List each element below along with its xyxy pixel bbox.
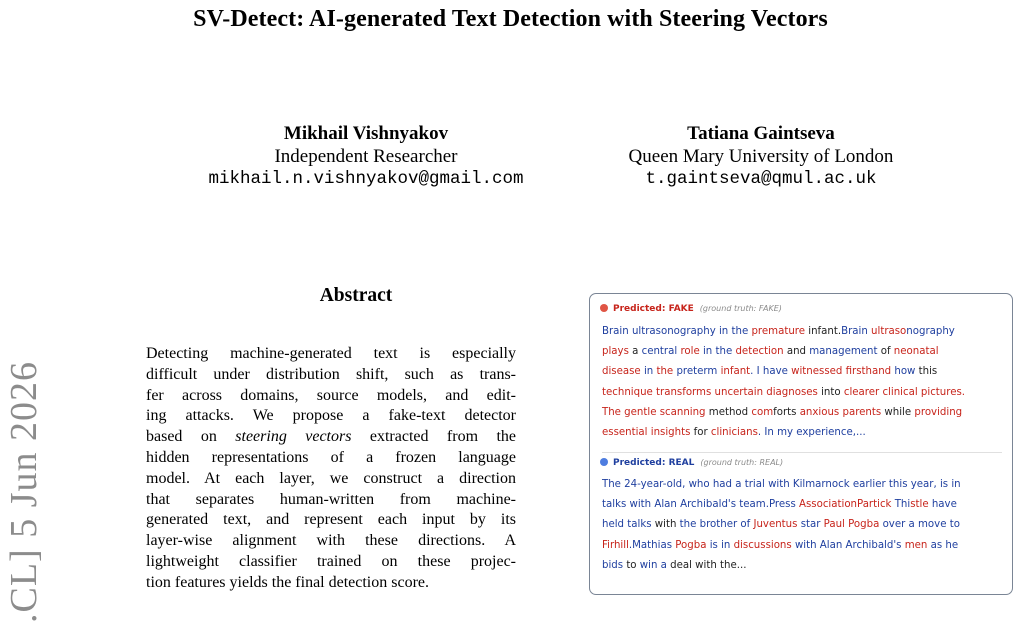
token-span: this (915, 366, 938, 378)
token-span: over a move to (879, 519, 960, 531)
token-span: of (877, 346, 894, 358)
token-span: men (904, 539, 928, 551)
token-span: and (783, 346, 810, 358)
token-span: witnessed firsthand (791, 366, 892, 378)
token-span: have (928, 499, 957, 511)
token-span: star (797, 519, 824, 531)
token-span: clinicians (710, 427, 758, 439)
author-name: Tatiana Gaintseva (687, 123, 835, 144)
prediction-label: Predicted: FAKE (613, 304, 694, 314)
token-span: a (632, 346, 642, 358)
sample-line (602, 556, 1004, 576)
sample-header-real (600, 458, 783, 468)
sample-text-fake (602, 322, 1004, 443)
fake-dot-icon (600, 304, 608, 312)
token-span: nography (906, 326, 955, 337)
token-span: talks with Alan Archibald's team.Press (602, 499, 799, 511)
arxiv-stamp: .CL] 5 Jun 2026 (3, 361, 45, 623)
token-span: as he (927, 539, 959, 551)
abstract-line: based on steering vectors extracted from the (146, 428, 516, 446)
token-span: The gentle scanning (602, 406, 706, 418)
token-span: is in (706, 539, 734, 551)
prediction-figure (589, 293, 1013, 595)
author-name: Mikhail Vishnyakov (283, 123, 449, 144)
sample-divider (602, 452, 1002, 453)
token-span: held talks (602, 519, 652, 531)
token-span: . I have (750, 366, 792, 378)
token-span: providing (914, 406, 963, 418)
abstract-heading: Abstract (319, 285, 393, 306)
token-span: while (881, 406, 915, 418)
token-span: with (651, 519, 680, 531)
token-span: the (656, 366, 674, 378)
token-span: ultraso (871, 326, 907, 337)
token-span: Pogba (675, 539, 707, 551)
abstract-body (146, 344, 516, 594)
token-span: central (641, 346, 681, 358)
token-span: essential insights (602, 427, 691, 439)
token-span: The 24-year-old, who had a trial with Kilmarnock earlier this year, is in (602, 479, 961, 490)
sample-line (602, 322, 1004, 342)
token-span: technique transforms uncertain diagnoses (602, 386, 818, 398)
token-span: preterm (673, 366, 721, 378)
token-span: deal with the... (670, 559, 747, 571)
abstract-line: that separates human-written from machine- (146, 490, 516, 508)
sample-line (602, 362, 1004, 382)
token-span: discussions (733, 539, 792, 551)
sample-line (602, 383, 1004, 403)
sample-line (602, 515, 1004, 535)
token-span: neonatal (893, 346, 939, 358)
abstract-line: model. At each layer, we construct a direction (146, 469, 516, 487)
token-span: method (705, 406, 752, 418)
author-affiliation: Queen Mary University of London (628, 146, 894, 167)
token-span: Firhill (602, 539, 629, 551)
token-span: Brain (841, 326, 872, 337)
token-span: Paul Pogba (823, 519, 880, 531)
token-span: in (640, 366, 657, 378)
sample-line (602, 495, 1004, 515)
author-affiliation: Independent Researcher (274, 146, 458, 167)
token-span: with Alan Archibald's (791, 539, 905, 551)
token-span: to (623, 559, 640, 571)
token-span: win a (639, 559, 671, 571)
author-email: t.gaintseva@qmul.ac.uk (645, 169, 877, 189)
token-span: com (751, 406, 774, 418)
token-span: premature (751, 326, 806, 337)
sample-line (602, 403, 1004, 423)
token-span: stle (910, 499, 929, 511)
token-span: into (817, 386, 844, 398)
sample-line (602, 423, 1004, 443)
abstract-line: Detecting machine-generated text is especially (146, 345, 516, 362)
paper-title: SV-Detect: AI-generated Text Detection with Steering Vectors (193, 6, 828, 32)
token-span: .Mathias (628, 539, 676, 551)
sample-text-real (602, 475, 1004, 576)
abstract-line: fer across domains, source models, and edit- (146, 386, 516, 404)
real-dot-icon (600, 458, 608, 466)
token-span: Brain ultrasonography in the (602, 326, 752, 337)
token-span: Juventus (753, 519, 798, 531)
token-span: the brother of (679, 519, 754, 531)
token-span: AssociationPartick (799, 499, 892, 511)
author-block-1 (175, 122, 557, 191)
token-span: detection (735, 346, 784, 358)
sample-line (602, 342, 1004, 362)
token-span: disease (602, 366, 641, 378)
sample-header-fake (600, 304, 782, 314)
token-span: how (891, 366, 916, 378)
abstract-line: tion features yields the final detection score. (146, 573, 430, 591)
token-span: in the (699, 346, 736, 358)
token-span: clearer clinical pictures. (843, 386, 966, 398)
prediction-label: Predicted: REAL (613, 458, 695, 468)
token-span: infant. (805, 326, 842, 337)
token-span: role (680, 346, 700, 358)
token-span: infant (720, 366, 751, 378)
author-email: mikhail.n.vishnyakov@gmail.com (208, 169, 524, 189)
abstract-line: ing attacks. We propose a fake-text detector (146, 407, 516, 425)
token-span: forts (773, 406, 800, 418)
token-span: management (809, 346, 878, 358)
token-span: bids (602, 559, 624, 571)
abstract-line: lightweight classifier trained on these projec- (146, 552, 516, 570)
abstract-line: layer-wise alignment with these directions. A (146, 532, 516, 550)
ground-truth-label: (ground truth: FAKE) (699, 304, 782, 313)
token-span: Thi (891, 499, 911, 511)
sample-line (602, 475, 1004, 495)
token-span: anxious parents (799, 406, 882, 418)
abstract-line: hidden representations of a frozen language (146, 448, 516, 466)
abstract-line: generated text, and represent each input by its (146, 511, 516, 529)
token-span: plays (602, 346, 633, 358)
token-span: . In my experience,... (757, 427, 866, 439)
token-span: for (690, 427, 711, 439)
author-block-2 (570, 122, 952, 191)
abstract-line: difficult under distribution shift, such as trans- (146, 365, 516, 383)
ground-truth-label: (ground truth: REAL) (700, 458, 784, 467)
sample-line (602, 536, 1004, 556)
